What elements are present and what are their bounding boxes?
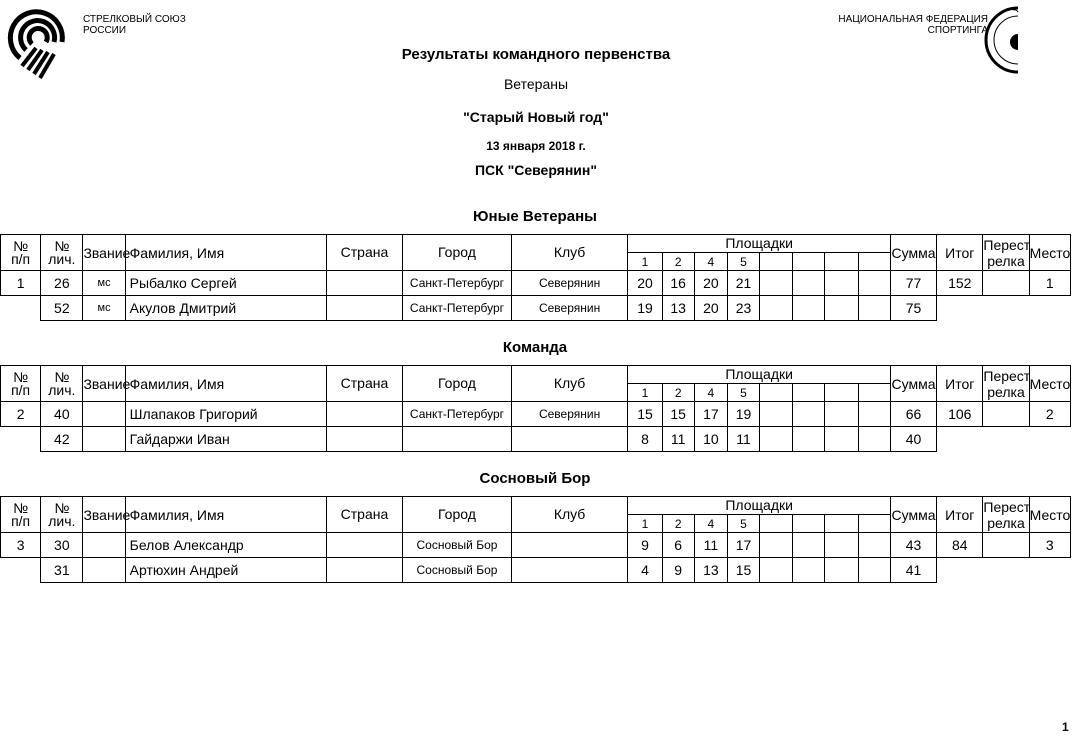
- table-row: [1, 427, 1071, 452]
- team-number: 3: [1, 533, 41, 558]
- license-number: 30: [41, 533, 83, 558]
- org-right-line-1: НАЦИОНАЛЬНАЯ ФЕДЕРАЦИЯ: [838, 14, 988, 25]
- ground-score: 9: [628, 533, 662, 558]
- col-sum-header: Сумма: [890, 235, 936, 271]
- club: [511, 558, 628, 583]
- club: Северянин: [511, 271, 628, 296]
- event-date: 13 января 2018 г.: [486, 139, 586, 153]
- athlete-name: Шлапаков Григорий: [125, 402, 326, 427]
- rank: мс: [83, 271, 125, 296]
- ground-number: [760, 515, 793, 533]
- team-results-table: [0, 234, 1071, 321]
- page-title: Результаты командного первенства: [401, 46, 671, 63]
- venue-name: ПСК "Северянин": [474, 162, 598, 178]
- col-rank-header: Звание: [83, 497, 125, 533]
- ground-number: 2: [662, 384, 694, 402]
- team-place: 1: [1029, 271, 1070, 296]
- ground-score: 8: [628, 427, 662, 452]
- col-city-header: Город: [403, 235, 512, 271]
- empty-cell: [1029, 558, 1070, 583]
- col-place-header: Место: [1029, 366, 1070, 402]
- rank: [83, 427, 125, 452]
- ground-score: [760, 296, 793, 321]
- col-city-header: Город: [403, 366, 512, 402]
- team-name: Команда: [502, 339, 568, 356]
- athlete-name: Гайдаржи Иван: [125, 427, 326, 452]
- col-total-header: Итог: [937, 235, 983, 271]
- athlete-sum: 40: [890, 427, 936, 452]
- license-number: 42: [41, 427, 83, 452]
- ground-score: 19: [628, 296, 662, 321]
- team-total: 106: [937, 402, 983, 427]
- ground-score: 4: [628, 558, 662, 583]
- col-place-header: Место: [1029, 497, 1070, 533]
- ground-number: 5: [727, 384, 759, 402]
- athlete-sum: 41: [890, 558, 936, 583]
- col-num-header: № п/п: [1, 366, 41, 402]
- club: Северянин: [511, 296, 628, 321]
- country: [326, 296, 402, 321]
- col-lic-header: № лич.: [41, 366, 83, 402]
- ground-score: [760, 402, 793, 427]
- col-club-header: Клуб: [511, 497, 628, 533]
- city: Сосновый Бор: [403, 533, 512, 558]
- country: [326, 271, 402, 296]
- ground-score: 9: [662, 558, 694, 583]
- ground-number: 4: [694, 515, 727, 533]
- ground-score: 15: [628, 402, 662, 427]
- col-lic-header: № лич.: [41, 497, 83, 533]
- ground-number: [793, 384, 825, 402]
- city: Сосновый Бор: [403, 558, 512, 583]
- athlete-sum: 66: [890, 402, 936, 427]
- ground-score: 11: [694, 533, 727, 558]
- col-name-header: Фамилия, Имя: [125, 235, 326, 271]
- team-place: 2: [1029, 402, 1070, 427]
- ground-score: [793, 402, 825, 427]
- col-sum-header: Сумма: [890, 497, 936, 533]
- ground-score: 20: [628, 271, 662, 296]
- ground-score: [858, 427, 890, 452]
- rank: [83, 402, 125, 427]
- ground-number: [760, 384, 793, 402]
- col-shootoff-header: Перест релка: [983, 236, 1031, 269]
- table-row: [1, 558, 1071, 583]
- col-shootoff-header: Перест релка: [983, 367, 1031, 400]
- team-total: 84: [937, 533, 983, 558]
- ground-score: [760, 558, 793, 583]
- col-city-header: Город: [403, 497, 512, 533]
- col-rank-header: Звание: [83, 235, 125, 271]
- team-results-table: [0, 496, 1071, 583]
- table-row: [1, 271, 1071, 296]
- ground-score: [858, 558, 890, 583]
- club: Северянин: [511, 402, 628, 427]
- rank: мс: [83, 296, 125, 321]
- ground-score: [825, 271, 858, 296]
- col-country-header: Страна: [326, 497, 402, 533]
- ground-number: 2: [662, 515, 694, 533]
- org-right-name: [838, 14, 988, 36]
- team-results-table: [0, 365, 1071, 452]
- ground-number: 4: [694, 253, 727, 271]
- athlete-name: Белов Александр: [125, 533, 326, 558]
- col-club-header: Клуб: [511, 235, 628, 271]
- ground-number: 2: [662, 253, 694, 271]
- ground-number: 1: [628, 384, 662, 402]
- ground-score: 17: [694, 402, 727, 427]
- ground-number: 4: [694, 384, 727, 402]
- ground-number: [760, 253, 793, 271]
- col-name-header: Фамилия, Имя: [125, 366, 326, 402]
- city: Санкт-Петербург: [403, 402, 512, 427]
- ground-number: [793, 253, 825, 271]
- ground-score: [793, 427, 825, 452]
- athlete-sum: 43: [890, 533, 936, 558]
- col-country-header: Страна: [326, 235, 402, 271]
- col-name-header: Фамилия, Имя: [125, 497, 326, 533]
- country: [326, 558, 402, 583]
- athlete-name: Рыбалко Сергей: [125, 271, 326, 296]
- empty-cell: [983, 296, 1029, 321]
- col-grounds-header: Площадки: [628, 497, 890, 515]
- ground-number: 5: [727, 515, 759, 533]
- team-shootoff: [983, 271, 1029, 296]
- table-row: [1, 402, 1071, 427]
- ground-score: [793, 558, 825, 583]
- ground-score: [825, 533, 858, 558]
- col-club-header: Клуб: [511, 366, 628, 402]
- ground-score: 6: [662, 533, 694, 558]
- ground-score: [858, 402, 890, 427]
- table-row: [1, 296, 1071, 321]
- ground-number: [858, 384, 890, 402]
- team-name: Сосновый Бор: [479, 470, 591, 487]
- team-place: 3: [1029, 533, 1070, 558]
- ground-score: 13: [694, 558, 727, 583]
- col-lic-header: № лич.: [41, 235, 83, 271]
- ground-score: 15: [727, 558, 759, 583]
- table-row: [1, 533, 1071, 558]
- col-country-header: Страна: [326, 366, 402, 402]
- ground-score: [793, 533, 825, 558]
- ground-number: [858, 515, 890, 533]
- ground-number: [793, 515, 825, 533]
- empty-cell: [1029, 296, 1070, 321]
- ground-score: [793, 296, 825, 321]
- org-left-line-2: РОССИИ: [83, 25, 127, 36]
- ground-number: 1: [628, 515, 662, 533]
- ground-number: [825, 384, 858, 402]
- city: Санкт-Петербург: [403, 271, 512, 296]
- athlete-sum: 77: [890, 271, 936, 296]
- ground-score: 19: [727, 402, 759, 427]
- empty-cell: [937, 558, 983, 583]
- ground-score: [825, 296, 858, 321]
- ground-score: 10: [694, 427, 727, 452]
- country: [326, 402, 402, 427]
- ground-score: 11: [727, 427, 759, 452]
- license-number: 31: [41, 558, 83, 583]
- col-shootoff-header: Перест релка: [983, 498, 1031, 531]
- license-number: 26: [41, 271, 83, 296]
- ground-score: 13: [662, 296, 694, 321]
- col-place-header: Место: [1029, 235, 1070, 271]
- ground-score: 20: [694, 271, 727, 296]
- city: [403, 427, 512, 452]
- col-num-header: № п/п: [1, 497, 41, 533]
- col-total-header: Итог: [937, 366, 983, 402]
- ground-score: 20: [694, 296, 727, 321]
- ground-number: 5: [727, 253, 759, 271]
- ground-score: [858, 271, 890, 296]
- ground-score: [825, 558, 858, 583]
- empty-cell: [983, 427, 1029, 452]
- team-number: 2: [1, 402, 41, 427]
- team-shootoff: [983, 533, 1029, 558]
- ground-score: [825, 402, 858, 427]
- ground-score: [793, 271, 825, 296]
- rank: [83, 533, 125, 558]
- ground-score: 11: [662, 427, 694, 452]
- ground-score: [760, 427, 793, 452]
- athlete-sum: 75: [890, 296, 936, 321]
- org-left-line-1: СТРЕЛКОВЫЙ СОЮЗ: [83, 14, 186, 25]
- page-number: 1: [1062, 720, 1069, 734]
- col-grounds-header: Площадки: [628, 366, 890, 384]
- athlete-name: Акулов Дмитрий: [125, 296, 326, 321]
- license-number: 40: [41, 402, 83, 427]
- ground-score: 21: [727, 271, 759, 296]
- col-num-header: № п/п: [1, 235, 41, 271]
- empty-cell: [1029, 427, 1070, 452]
- team-total: 152: [937, 271, 983, 296]
- club: [511, 427, 628, 452]
- empty-cell: [1, 558, 41, 583]
- ground-score: [858, 296, 890, 321]
- col-sum-header: Сумма: [890, 366, 936, 402]
- ground-score: 16: [662, 271, 694, 296]
- empty-cell: [1, 296, 41, 321]
- ground-number: 1: [628, 253, 662, 271]
- col-total-header: Итог: [937, 497, 983, 533]
- athlete-name: Артюхин Андрей: [125, 558, 326, 583]
- club: [511, 533, 628, 558]
- team-name: Юные Ветераны: [473, 208, 597, 225]
- ground-score: [825, 427, 858, 452]
- ground-score: 23: [727, 296, 759, 321]
- ground-score: [760, 533, 793, 558]
- col-rank-header: Звание: [83, 366, 125, 402]
- empty-cell: [937, 296, 983, 321]
- col-grounds-header: Площадки: [628, 235, 890, 253]
- ground-score: [858, 533, 890, 558]
- ground-score: [760, 271, 793, 296]
- ground-number: [825, 515, 858, 533]
- rank: [83, 558, 125, 583]
- team-number: 1: [1, 271, 41, 296]
- org-left-name: [83, 14, 186, 36]
- empty-cell: [983, 558, 1029, 583]
- empty-cell: [937, 427, 983, 452]
- ground-score: 15: [662, 402, 694, 427]
- team-shootoff: [983, 402, 1029, 427]
- category-label: Ветераны: [503, 76, 569, 92]
- shooting-union-logo: [6, 2, 74, 87]
- ground-number: [825, 253, 858, 271]
- country: [326, 533, 402, 558]
- city: Санкт-Петербург: [403, 296, 512, 321]
- event-name: "Старый Новый год": [463, 109, 609, 125]
- license-number: 52: [41, 296, 83, 321]
- org-right-line-2: СПОРТИНГА: [927, 25, 988, 36]
- empty-cell: [1, 427, 41, 452]
- country: [326, 427, 402, 452]
- sporting-federation-logo: [996, 4, 1020, 79]
- ground-score: 17: [727, 533, 759, 558]
- ground-number: [858, 253, 890, 271]
